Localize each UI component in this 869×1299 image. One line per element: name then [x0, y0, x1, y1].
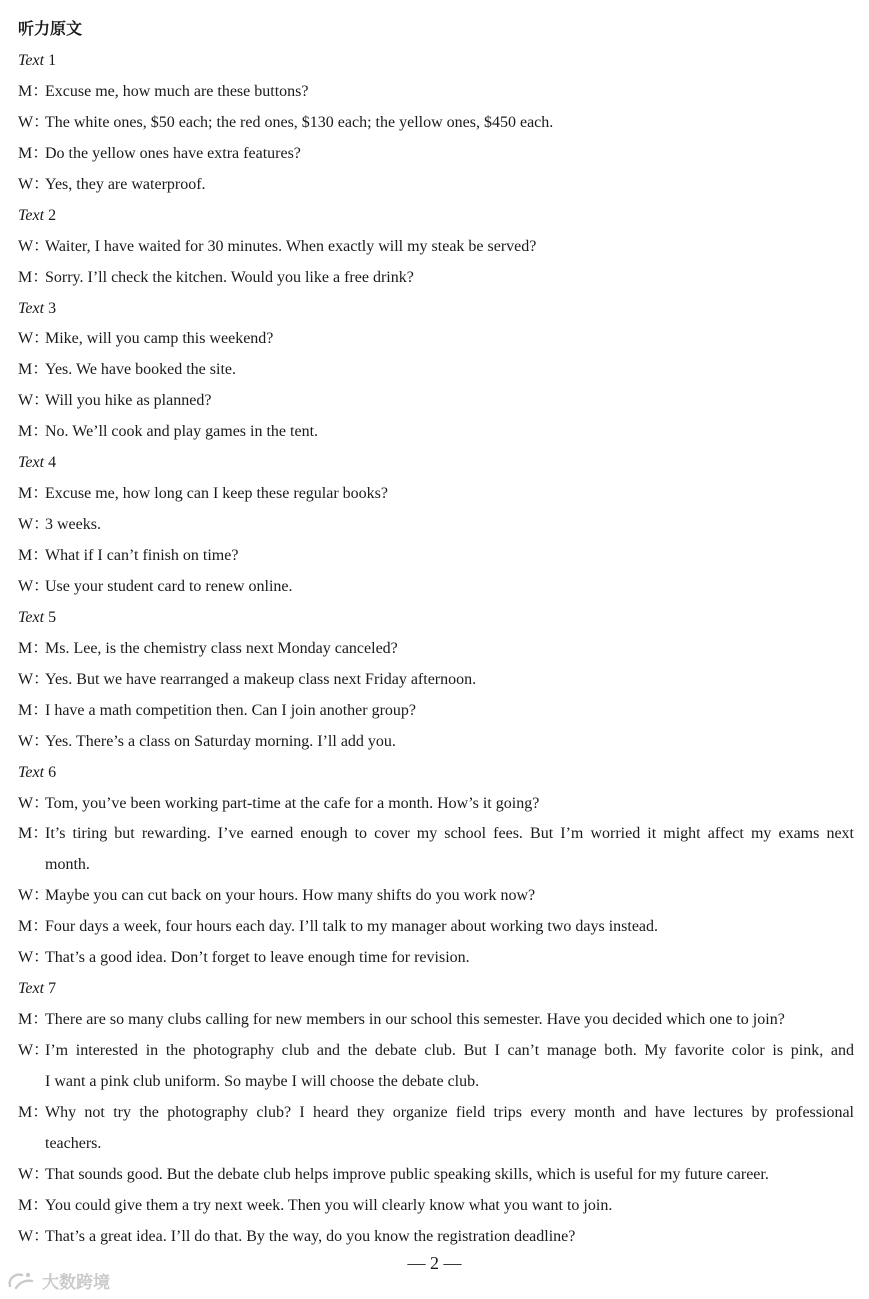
speaker-label: M： — [18, 1196, 49, 1214]
section-label-word: Text — [18, 454, 45, 472]
dialogue-text: Mike, will you camp this weekend? — [45, 330, 274, 348]
dialogue-text: Yes, they are waterproof. — [45, 175, 206, 193]
section-label-number: 2 — [48, 206, 57, 224]
section-label-word: Text — [18, 52, 45, 69]
dialogue-text: The white ones, $50 each; the red ones, $130 each; the yellow ones, $450 each. — [45, 113, 554, 131]
speaker-label: M： — [18, 547, 49, 564]
page-number: — 2 — — [407, 1253, 462, 1273]
speaker-label: M： — [18, 825, 49, 843]
dialogue-text: What if I can’t finish on time? — [45, 547, 239, 564]
speaker-label: M： — [18, 361, 49, 379]
dialogue-text: Do the yellow ones have extra features? — [45, 144, 301, 162]
speaker-label: M： — [18, 701, 49, 719]
dialogue-text: That sounds good. But the debate club helps improve public speaking skills, which is useful for my future career. — [45, 1165, 769, 1183]
dialogue-text: Maybe you can cut back on your hours. How many shifts do you work now? — [45, 887, 536, 905]
dialogue-text: Waiter, I have waited for 30 minutes. When exactly will my steak be served? — [45, 237, 537, 255]
dialogue-line — [18, 543, 854, 574]
section-label-word: Text — [18, 763, 45, 781]
dialogue-line — [18, 1038, 854, 1069]
speaker-label: W： — [18, 670, 50, 688]
dialogue-text: Tom, you’ve been working part-time at the cafe for a month. How’s it going? — [45, 794, 540, 812]
watermark — [6, 1268, 110, 1293]
dialogue-text: Yes. But we have rearranged a makeup class next Friday afternoon. — [45, 670, 477, 688]
speaker-label: W： — [18, 516, 50, 534]
dialogue-line — [18, 914, 854, 945]
dialogue-text: Yes. There’s a class on Saturday morning. I’ll add you. — [45, 732, 396, 750]
section-label — [18, 48, 854, 79]
section-label — [18, 976, 854, 1007]
dialogue-text: I have a math competition then. Can I join another group? — [45, 701, 416, 719]
dialogue-text-continued: I want a pink club uniform. So maybe I will choose the debate club. — [45, 1072, 480, 1090]
speaker-label: M： — [18, 82, 49, 100]
dialogue-text: Yes. We have booked the site. — [45, 361, 236, 379]
dialogue-text: You could give them a try next week. Then you will clearly know what you want to join. — [45, 1196, 613, 1214]
speaker-label: W： — [18, 794, 50, 812]
speaker-label: M： — [18, 485, 49, 503]
section-label-number: 1 — [48, 52, 57, 69]
section-label-number: 4 — [48, 454, 57, 472]
page-heading: 听力原文 — [18, 19, 83, 38]
dialogue-line — [18, 1100, 854, 1131]
dialogue-line — [18, 512, 854, 543]
watermark-text: 大数跨境 — [42, 1273, 110, 1293]
dialogue-line — [18, 667, 854, 698]
section-label — [18, 450, 854, 481]
speaker-label: W： — [18, 1227, 50, 1245]
speaker-label: W： — [18, 1165, 50, 1183]
speaker-label: W： — [18, 392, 50, 410]
dialogue-line — [18, 79, 854, 110]
dialogue-text: Sorry. I’ll check the kitchen. Would you like a free drink? — [45, 268, 414, 286]
dialogue-line — [18, 1162, 854, 1193]
dialogue-line — [18, 636, 854, 667]
section-label-number: 7 — [48, 980, 57, 998]
dialogue-line — [18, 791, 854, 822]
dialogue-text: Four days a week, four hours each day. I’ll talk to my manager about working two days instead. — [45, 918, 659, 936]
section-label-number: 6 — [48, 763, 57, 781]
dialogue-line — [18, 821, 854, 852]
dialogue-text: Excuse me, how long can I keep these regular books? — [45, 485, 388, 503]
section-label-word: Text — [18, 299, 45, 317]
speaker-label: M： — [18, 1103, 49, 1121]
speaker-label: M： — [18, 918, 49, 936]
speaker-label: W： — [18, 1042, 50, 1059]
dialogue-text: I’m interested in the photography club and the debate club. But I can’t manage both. My favorite color is pink, and — [45, 1042, 854, 1059]
transcript — [18, 48, 854, 1255]
speaker-label: M： — [18, 423, 49, 441]
section-label — [18, 203, 854, 234]
dialogue-line — [18, 110, 854, 141]
dialogue-line — [18, 729, 854, 760]
dialogue-text: Why not try the photography club? I heard they organize field trips every month and have lectures by professional — [45, 1103, 854, 1121]
dialogue-line — [18, 1193, 854, 1224]
dialogue-line — [18, 419, 854, 450]
speaker-label: M： — [18, 144, 49, 162]
dialogue-line — [18, 265, 854, 296]
speaker-label: W： — [18, 577, 50, 595]
dialogue-text: Will you hike as planned? — [45, 392, 212, 410]
speaker-label: W： — [18, 887, 50, 905]
brand-logo-icon — [6, 1270, 38, 1292]
dialogue-text: 3 weeks. — [45, 516, 101, 534]
dialogue-line — [18, 1007, 854, 1038]
dialogue-line — [18, 574, 854, 605]
speaker-label: M： — [18, 1011, 49, 1029]
dialogue-line — [18, 388, 854, 419]
speaker-label: W： — [18, 237, 50, 255]
speaker-label: W： — [18, 330, 50, 348]
dialogue-line — [18, 326, 854, 357]
dialogue-text-continued: teachers. — [45, 1134, 102, 1152]
dialogue-text: Ms. Lee, is the chemistry class next Monday canceled? — [45, 639, 398, 657]
dialogue-line — [18, 172, 854, 203]
dialogue-text: That’s a great idea. I’ll do that. By the way, do you know the registration deadline? — [45, 1227, 576, 1245]
dialogue-text: There are so many clubs calling for new members in our school this semester. Have you decided which one to join? — [45, 1011, 785, 1029]
dialogue-text-continued: month. — [45, 856, 90, 874]
speaker-label: M： — [18, 268, 49, 286]
section-label-number: 3 — [48, 299, 57, 317]
dialogue-line — [18, 234, 854, 265]
dialogue-text: No. We’ll cook and play games in the tent. — [45, 423, 319, 441]
dialogue-line — [18, 141, 854, 172]
speaker-label: W： — [18, 949, 50, 967]
dialogue-line — [18, 357, 854, 388]
speaker-label: W： — [18, 732, 50, 750]
dialogue-line — [18, 883, 854, 914]
section-label-word: Text — [18, 980, 45, 998]
section-label-word: Text — [18, 206, 45, 224]
section-label-number: 5 — [48, 608, 57, 626]
section-label-word: Text — [18, 608, 45, 626]
dialogue-line — [18, 698, 854, 729]
section-label — [18, 296, 854, 327]
speaker-label: W： — [18, 175, 50, 193]
dialogue-text: It’s tiring but rewarding. I’ve earned enough to cover my school fees. But I’m worried it might affect my exams next — [45, 825, 854, 843]
dialogue-text: That’s a good idea. Don’t forget to leave enough time for revision. — [45, 949, 470, 967]
speaker-label: M： — [18, 639, 49, 657]
dialogue-line — [18, 945, 854, 976]
speaker-label: W： — [18, 113, 50, 131]
section-label — [18, 760, 854, 791]
dialogue-text: Use your student card to renew online. — [45, 577, 293, 595]
dialogue-line — [18, 481, 854, 512]
section-label — [18, 605, 854, 636]
dialogue-text: Excuse me, how much are these buttons? — [45, 82, 309, 100]
